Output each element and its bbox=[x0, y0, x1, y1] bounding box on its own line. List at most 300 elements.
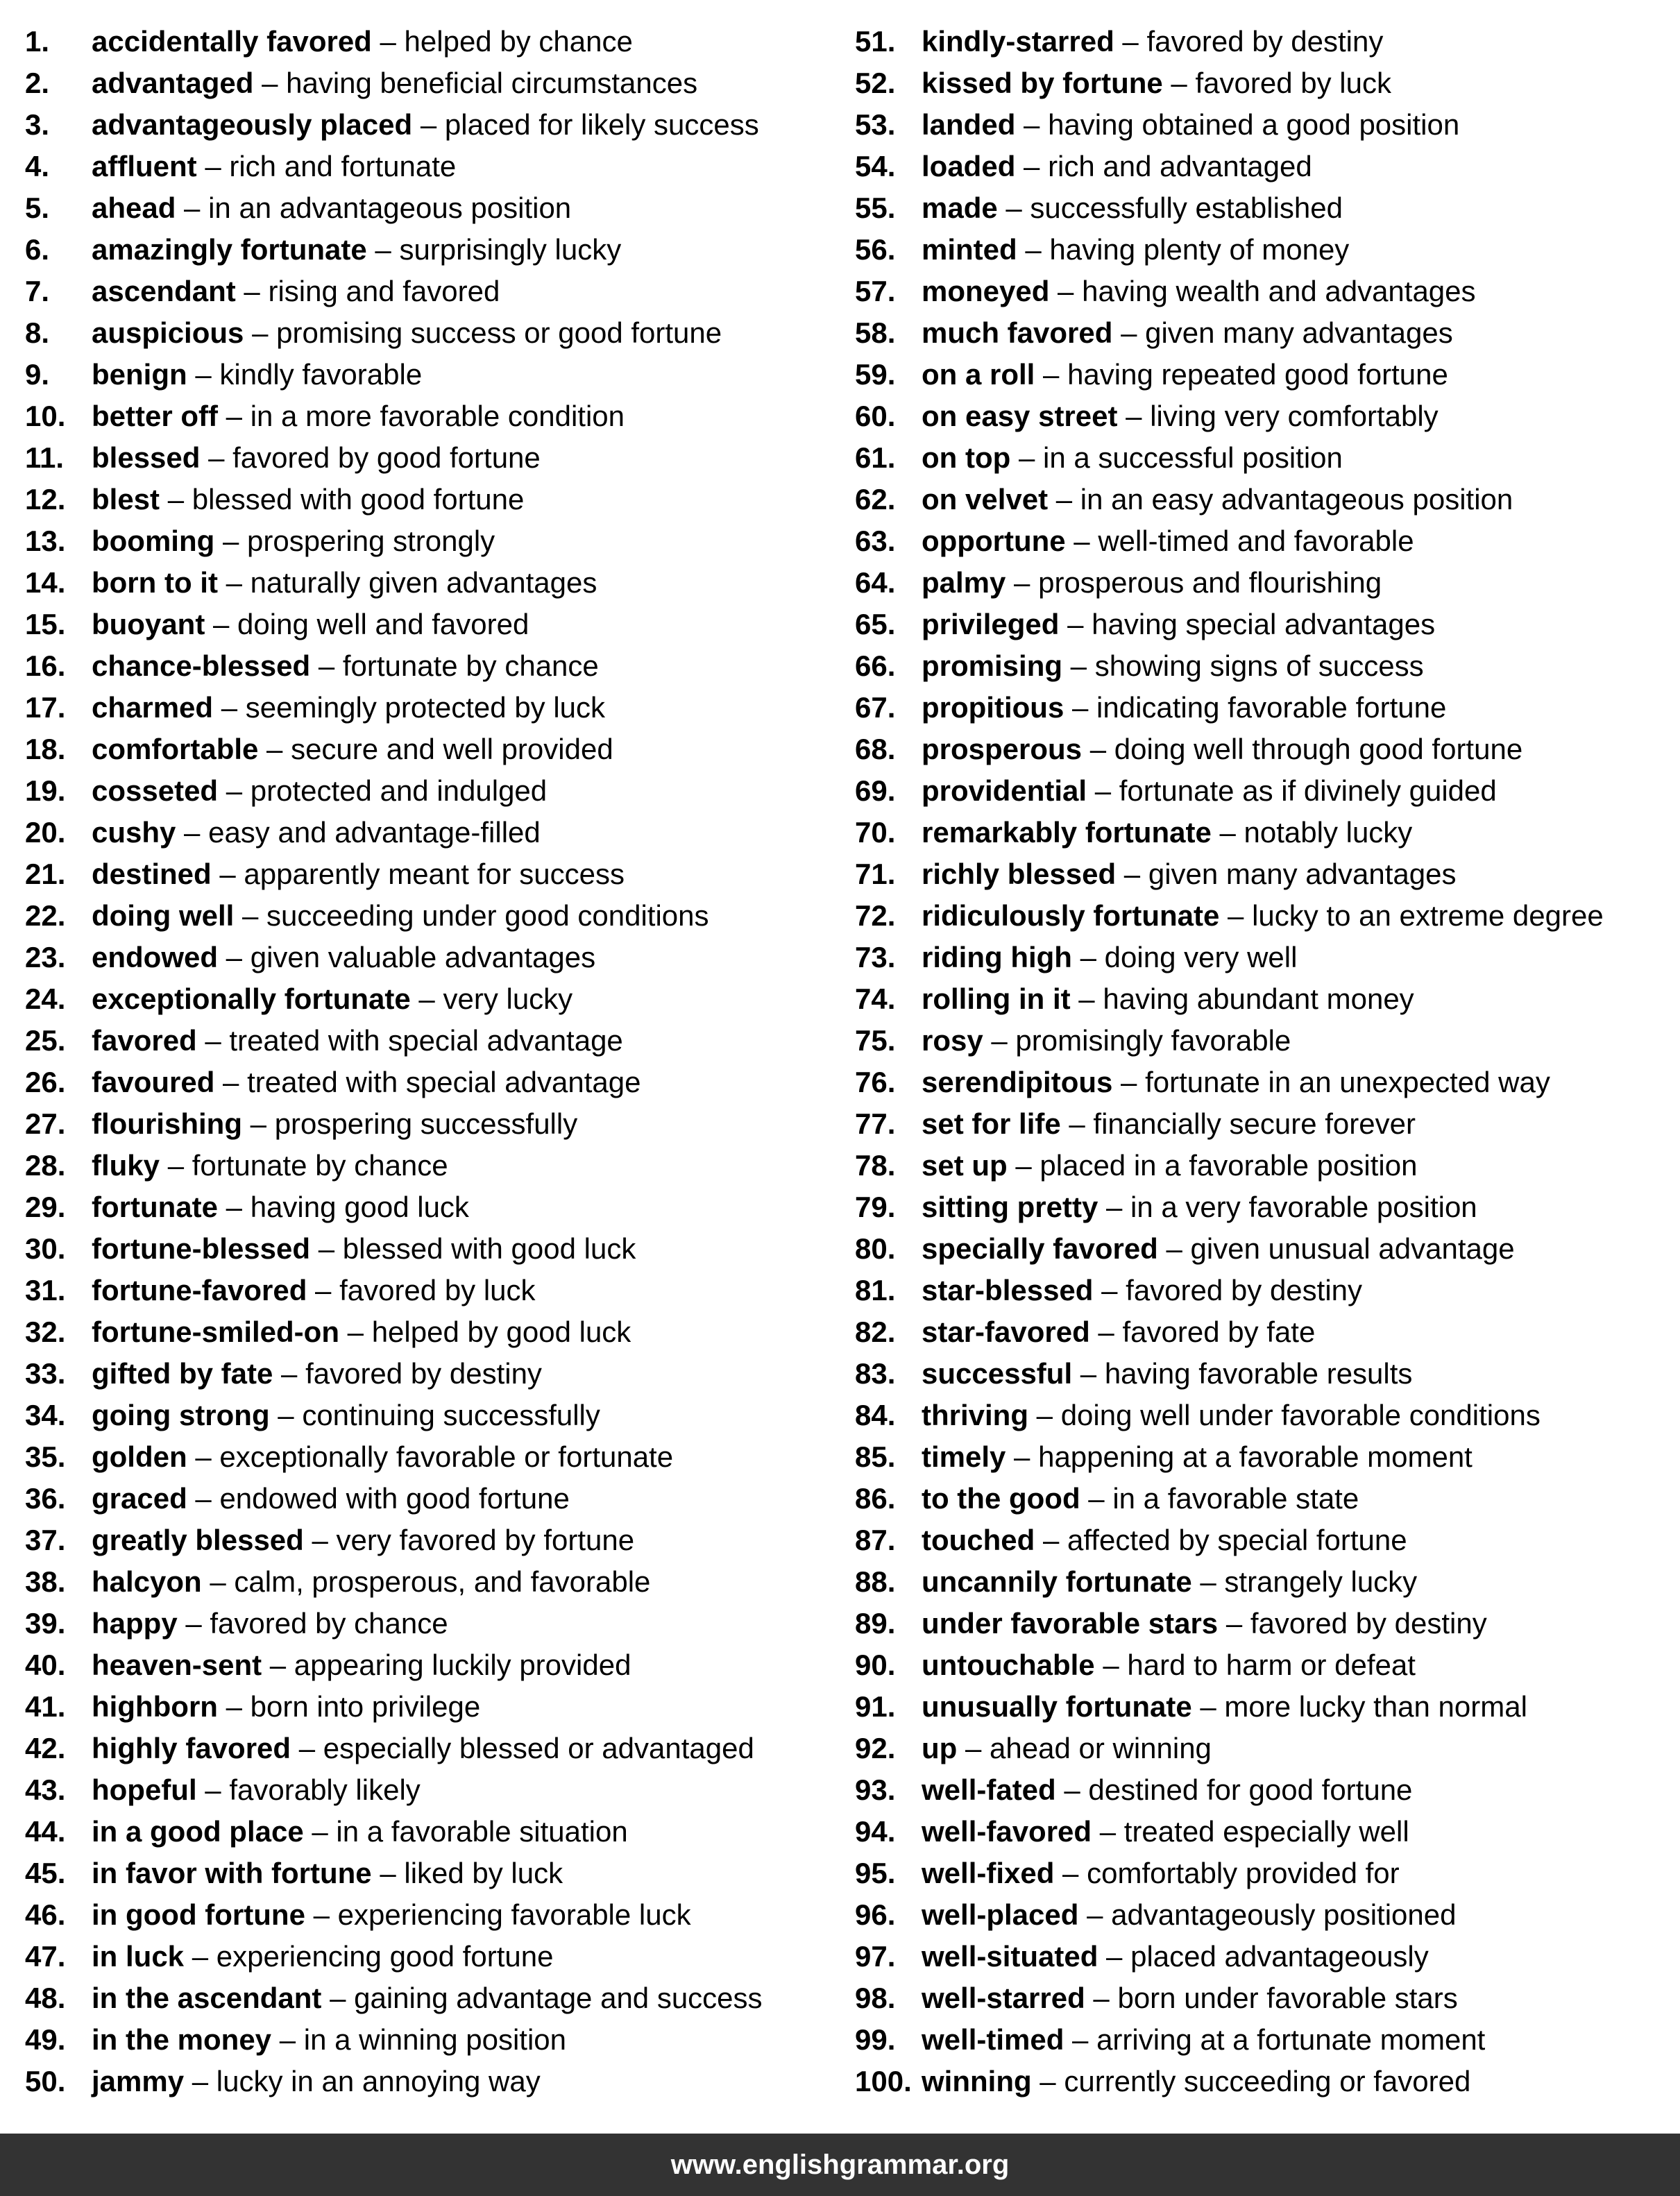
item-separator: – bbox=[1157, 1232, 1191, 1265]
item-term: gifted by fate bbox=[92, 1357, 273, 1390]
item-text bbox=[922, 21, 1383, 62]
item-number: 69. bbox=[855, 774, 896, 807]
item-term: going strong bbox=[92, 1399, 270, 1431]
item-separator: – bbox=[310, 649, 343, 682]
item-definition: in a favorable situation bbox=[336, 1815, 628, 1848]
item-number: 22. bbox=[25, 899, 66, 932]
item-text bbox=[92, 1395, 600, 1436]
item-number: 100. bbox=[855, 2065, 912, 2097]
item-text bbox=[92, 395, 625, 437]
list-item bbox=[25, 187, 830, 229]
item-definition: advantageously positioned bbox=[1111, 1898, 1457, 1931]
item-term: rosy bbox=[922, 1024, 983, 1057]
item-text bbox=[92, 895, 709, 937]
item-term: favored bbox=[92, 1024, 197, 1057]
item-term: fortune-smiled-on bbox=[92, 1316, 339, 1348]
item-number: 56. bbox=[855, 233, 896, 266]
list-item bbox=[855, 2061, 1674, 2102]
item-text bbox=[922, 1395, 1541, 1436]
list-item bbox=[25, 1977, 830, 2019]
item-number: 19. bbox=[25, 774, 66, 807]
item-separator: – bbox=[234, 899, 267, 932]
item-separator: – bbox=[218, 774, 251, 807]
item-separator: – bbox=[187, 358, 220, 391]
list-item bbox=[25, 1228, 830, 1270]
item-number: 7. bbox=[25, 275, 50, 307]
item-definition: in an advantageous position bbox=[208, 191, 572, 224]
list-item bbox=[25, 1520, 830, 1561]
item-text bbox=[92, 1728, 754, 1769]
item-number: 45. bbox=[25, 1857, 66, 1889]
item-number: 42. bbox=[25, 1732, 66, 1764]
item-definition: successfully established bbox=[1030, 191, 1343, 224]
item-number: 32. bbox=[25, 1316, 66, 1348]
item-term: ridiculously fortunate bbox=[922, 899, 1220, 932]
item-term: kissed by fortune bbox=[922, 67, 1163, 99]
item-definition: having abundant money bbox=[1103, 982, 1414, 1015]
item-separator: – bbox=[218, 1191, 251, 1223]
item-number: 55. bbox=[855, 191, 896, 224]
item-number: 17. bbox=[25, 691, 66, 724]
item-number: 72. bbox=[855, 899, 896, 932]
item-definition: given many advantages bbox=[1148, 858, 1457, 890]
item-term: minted bbox=[922, 233, 1017, 266]
item-separator: – bbox=[187, 1440, 220, 1473]
item-text bbox=[92, 812, 541, 853]
item-separator: – bbox=[1065, 525, 1098, 557]
item-text bbox=[922, 687, 1446, 729]
item-term: propitious bbox=[922, 691, 1064, 724]
item-separator: – bbox=[303, 1524, 337, 1556]
list-item bbox=[855, 1936, 1674, 1977]
item-definition: favored by destiny bbox=[305, 1357, 542, 1390]
item-term: on easy street bbox=[922, 400, 1118, 432]
item-number: 34. bbox=[25, 1399, 66, 1431]
item-text bbox=[92, 312, 722, 354]
list-item bbox=[25, 812, 830, 853]
item-number: 83. bbox=[855, 1357, 896, 1390]
item-number: 79. bbox=[855, 1191, 896, 1223]
item-definition: secure and well provided bbox=[291, 733, 613, 765]
item-separator: – bbox=[258, 733, 291, 765]
list-item bbox=[25, 1603, 830, 1644]
item-text bbox=[92, 1436, 673, 1478]
list-item bbox=[855, 645, 1674, 687]
item-number: 59. bbox=[855, 358, 896, 391]
item-number: 37. bbox=[25, 1524, 66, 1556]
item-definition: appearing luckily provided bbox=[294, 1649, 631, 1681]
item-number: 85. bbox=[855, 1440, 896, 1473]
item-separator: – bbox=[1092, 1815, 1124, 1848]
item-text bbox=[922, 604, 1435, 645]
item-separator: – bbox=[1017, 233, 1050, 266]
item-definition: well-timed and favorable bbox=[1098, 525, 1414, 557]
item-definition: very lucky bbox=[443, 982, 573, 1015]
item-separator: – bbox=[1070, 982, 1103, 1015]
item-number: 89. bbox=[855, 1607, 896, 1640]
item-text bbox=[92, 562, 597, 604]
item-separator: – bbox=[200, 441, 233, 474]
item-separator: – bbox=[1072, 1357, 1105, 1390]
item-definition: rising and favored bbox=[268, 275, 500, 307]
word-list bbox=[0, 21, 1680, 2102]
item-term: unusually fortunate bbox=[922, 1690, 1192, 1723]
item-text bbox=[922, 354, 1448, 395]
item-separator: – bbox=[1060, 1107, 1094, 1140]
item-term: doing well bbox=[92, 899, 235, 932]
item-term: promising bbox=[922, 649, 1063, 682]
list-item bbox=[25, 62, 830, 104]
list-item bbox=[25, 1936, 830, 1977]
item-definition: protected and indulged bbox=[250, 774, 548, 807]
item-number: 6. bbox=[25, 233, 50, 266]
item-term: much favored bbox=[922, 316, 1113, 349]
item-definition: having good luck bbox=[250, 1191, 469, 1223]
item-definition: financially secure forever bbox=[1093, 1107, 1416, 1140]
item-definition: in a successful position bbox=[1042, 441, 1343, 474]
item-text bbox=[92, 1353, 542, 1395]
item-number: 31. bbox=[25, 1274, 66, 1306]
item-definition: calm, prosperous, and favorable bbox=[234, 1565, 651, 1598]
list-item bbox=[25, 1062, 830, 1103]
item-term: better off bbox=[92, 400, 218, 432]
item-text bbox=[92, 770, 547, 812]
item-text bbox=[922, 1603, 1487, 1644]
item-term: exceptionally fortunate bbox=[92, 982, 411, 1015]
item-term: heaven-sent bbox=[92, 1649, 262, 1681]
item-number: 43. bbox=[25, 1773, 66, 1806]
list-item bbox=[25, 937, 830, 978]
item-definition: arriving at a fortunate moment bbox=[1096, 2023, 1486, 2056]
item-text bbox=[92, 271, 500, 312]
item-number: 74. bbox=[855, 982, 896, 1015]
item-definition: prospering successfully bbox=[274, 1107, 578, 1140]
item-text bbox=[92, 1103, 577, 1145]
item-definition: blessed with good fortune bbox=[192, 483, 525, 516]
item-separator: – bbox=[291, 1732, 323, 1764]
item-term: successful bbox=[922, 1357, 1073, 1390]
item-definition: showing signs of success bbox=[1094, 649, 1424, 682]
item-separator: – bbox=[235, 275, 269, 307]
item-term: riding high bbox=[922, 941, 1072, 973]
item-definition: favored by chance bbox=[210, 1607, 448, 1640]
list-item bbox=[855, 1478, 1674, 1520]
item-separator: – bbox=[214, 1066, 248, 1098]
item-separator: – bbox=[176, 191, 209, 224]
item-separator: – bbox=[184, 1940, 217, 1973]
list-item bbox=[855, 1353, 1674, 1395]
item-number: 60. bbox=[855, 400, 896, 432]
item-definition: affected by special fortune bbox=[1067, 1524, 1407, 1556]
item-text bbox=[922, 1769, 1412, 1811]
item-separator: – bbox=[1054, 1857, 1087, 1889]
item-text bbox=[922, 1520, 1407, 1561]
item-separator: – bbox=[310, 1232, 343, 1265]
item-term: greatly blessed bbox=[92, 1524, 304, 1556]
item-text bbox=[92, 146, 456, 187]
list-item bbox=[25, 1186, 830, 1228]
list-item bbox=[855, 187, 1674, 229]
item-number: 15. bbox=[25, 608, 66, 640]
item-definition: having beneficial circumstances bbox=[286, 67, 698, 99]
item-number: 33. bbox=[25, 1357, 66, 1390]
item-text bbox=[922, 645, 1424, 687]
item-separator: – bbox=[1191, 1565, 1225, 1598]
item-term: charmed bbox=[92, 691, 214, 724]
item-term: specially favored bbox=[922, 1232, 1158, 1265]
item-term: timely bbox=[922, 1440, 1006, 1473]
item-separator: – bbox=[196, 1773, 230, 1806]
item-definition: having favorable results bbox=[1104, 1357, 1413, 1390]
item-definition: naturally given advantages bbox=[250, 566, 597, 599]
item-separator: – bbox=[160, 483, 192, 516]
item-definition: in an easy advantageous position bbox=[1080, 483, 1513, 516]
item-text bbox=[922, 729, 1522, 770]
list-item bbox=[855, 2019, 1674, 2061]
list-item bbox=[25, 1811, 830, 1853]
item-text bbox=[92, 1520, 634, 1561]
item-term: accidentally favored bbox=[92, 25, 372, 58]
item-term: well-timed bbox=[922, 2023, 1064, 2056]
item-definition: comfortably provided for bbox=[1087, 1857, 1400, 1889]
list-item bbox=[25, 520, 830, 562]
item-text bbox=[92, 1186, 469, 1228]
item-definition: strangely lucky bbox=[1224, 1565, 1418, 1598]
item-term: untouchable bbox=[922, 1649, 1095, 1681]
item-text bbox=[922, 1353, 1412, 1395]
item-text bbox=[922, 1186, 1477, 1228]
item-number: 5. bbox=[25, 191, 50, 224]
list-item bbox=[25, 479, 830, 520]
item-definition: favored by good fortune bbox=[232, 441, 541, 474]
item-definition: given valuable advantages bbox=[250, 941, 596, 973]
item-text bbox=[922, 770, 1497, 812]
item-definition: treated especially well bbox=[1123, 1815, 1409, 1848]
item-text bbox=[92, 1062, 640, 1103]
item-text bbox=[92, 354, 422, 395]
item-definition: hard to harm or defeat bbox=[1127, 1649, 1416, 1681]
list-item bbox=[25, 21, 830, 62]
item-text bbox=[92, 1686, 480, 1728]
item-term: blessed bbox=[92, 441, 201, 474]
list-item bbox=[855, 1769, 1674, 1811]
item-number: 25. bbox=[25, 1024, 66, 1057]
item-term: halcyon bbox=[92, 1565, 202, 1598]
list-item bbox=[25, 395, 830, 437]
list-item bbox=[25, 312, 830, 354]
item-term: highborn bbox=[92, 1690, 218, 1723]
item-text bbox=[92, 62, 697, 104]
item-separator: – bbox=[1062, 649, 1095, 682]
item-term: under favorable stars bbox=[922, 1607, 1219, 1640]
item-term: chance-blessed bbox=[92, 649, 311, 682]
item-term: comfortable bbox=[92, 733, 259, 765]
right-column bbox=[855, 21, 1674, 2102]
item-separator: – bbox=[412, 108, 445, 141]
item-text bbox=[92, 1145, 448, 1186]
item-separator: – bbox=[1007, 1149, 1040, 1182]
item-text bbox=[92, 1977, 763, 2019]
item-text bbox=[92, 978, 572, 1020]
item-number: 81. bbox=[855, 1274, 896, 1306]
item-text bbox=[92, 1478, 570, 1520]
item-text bbox=[922, 1478, 1359, 1520]
item-definition: experiencing good fortune bbox=[216, 1940, 554, 1973]
item-definition: continuing successfully bbox=[302, 1399, 600, 1431]
item-number: 63. bbox=[855, 525, 896, 557]
item-definition: having wealth and advantages bbox=[1082, 275, 1476, 307]
item-number: 1. bbox=[25, 25, 50, 58]
list-item bbox=[25, 271, 830, 312]
item-definition: gaining advantage and success bbox=[354, 1982, 763, 2014]
item-separator: – bbox=[997, 191, 1030, 224]
item-number: 54. bbox=[855, 150, 896, 182]
item-text bbox=[922, 1977, 1458, 2019]
item-definition: helped by good luck bbox=[371, 1316, 631, 1348]
item-separator: – bbox=[1211, 816, 1244, 849]
item-separator: – bbox=[957, 1732, 990, 1764]
item-separator: – bbox=[196, 150, 230, 182]
item-separator: – bbox=[1218, 1607, 1250, 1640]
item-separator: – bbox=[1071, 941, 1105, 973]
item-number: 26. bbox=[25, 1066, 66, 1098]
item-separator: – bbox=[1064, 2023, 1097, 2056]
item-separator: – bbox=[1048, 483, 1080, 516]
item-term: in a good place bbox=[92, 1815, 304, 1848]
item-term: privileged bbox=[922, 608, 1060, 640]
item-number: 88. bbox=[855, 1565, 896, 1598]
list-item bbox=[25, 1395, 830, 1436]
list-item bbox=[855, 1894, 1674, 1936]
item-separator: – bbox=[371, 1857, 405, 1889]
list-item bbox=[25, 1769, 830, 1811]
item-number: 2. bbox=[25, 67, 50, 99]
item-number: 46. bbox=[25, 1898, 66, 1931]
item-number: 38. bbox=[25, 1565, 66, 1598]
list-item bbox=[25, 562, 830, 604]
item-separator: – bbox=[321, 1982, 355, 2014]
item-separator: – bbox=[253, 67, 287, 99]
item-text bbox=[92, 21, 633, 62]
item-definition: notably lucky bbox=[1244, 816, 1413, 849]
list-item bbox=[855, 1977, 1674, 2019]
item-term: in favor with fortune bbox=[92, 1857, 372, 1889]
item-definition: treated with special advantage bbox=[247, 1066, 641, 1098]
item-definition: in a very favorable position bbox=[1130, 1191, 1477, 1223]
item-term: affluent bbox=[92, 150, 197, 182]
list-item bbox=[855, 1436, 1674, 1478]
item-definition: placed in a favorable position bbox=[1040, 1149, 1418, 1182]
item-text bbox=[92, 520, 495, 562]
item-term: touched bbox=[922, 1524, 1035, 1556]
left-column bbox=[25, 21, 830, 2102]
list-item bbox=[855, 229, 1674, 271]
item-separator: – bbox=[205, 608, 238, 640]
item-term: cushy bbox=[92, 816, 176, 849]
item-text bbox=[92, 604, 529, 645]
item-text bbox=[92, 1811, 628, 1853]
item-definition: lucky in an annoying way bbox=[216, 2065, 541, 2097]
item-text bbox=[922, 229, 1349, 271]
item-definition: fortunate as if divinely guided bbox=[1119, 774, 1497, 807]
item-separator: – bbox=[1055, 1773, 1089, 1806]
item-text bbox=[92, 729, 613, 770]
item-text bbox=[92, 229, 621, 271]
list-item bbox=[855, 1811, 1674, 1853]
item-separator: – bbox=[1162, 67, 1196, 99]
item-term: blest bbox=[92, 483, 160, 516]
item-separator: – bbox=[1098, 1940, 1131, 1973]
item-number: 71. bbox=[855, 858, 896, 890]
list-item bbox=[25, 1436, 830, 1478]
item-term: highly favored bbox=[92, 1732, 291, 1764]
item-separator: – bbox=[305, 1898, 338, 1931]
item-term: well-placed bbox=[922, 1898, 1079, 1931]
item-number: 66. bbox=[855, 649, 896, 682]
list-item bbox=[25, 2019, 830, 2061]
list-item bbox=[25, 1103, 830, 1145]
item-number: 68. bbox=[855, 733, 896, 765]
item-term: hopeful bbox=[92, 1773, 197, 1806]
item-term: favoured bbox=[92, 1066, 215, 1098]
item-text bbox=[92, 937, 595, 978]
item-text bbox=[922, 271, 1476, 312]
item-definition: endowed with good fortune bbox=[219, 1482, 570, 1515]
item-text bbox=[922, 812, 1412, 853]
list-item bbox=[25, 437, 830, 479]
item-definition: rich and fortunate bbox=[229, 150, 457, 182]
item-separator: – bbox=[184, 2065, 217, 2097]
item-text bbox=[922, 395, 1439, 437]
item-term: made bbox=[922, 191, 998, 224]
item-number: 70. bbox=[855, 816, 896, 849]
list-item bbox=[855, 1686, 1674, 1728]
item-definition: favored by luck bbox=[339, 1274, 536, 1306]
item-number: 77. bbox=[855, 1107, 896, 1140]
list-item bbox=[855, 395, 1674, 437]
list-item bbox=[25, 770, 830, 812]
item-number: 41. bbox=[25, 1690, 66, 1723]
list-item bbox=[25, 978, 830, 1020]
item-text bbox=[922, 1936, 1429, 1977]
item-text bbox=[922, 937, 1297, 978]
item-separator: – bbox=[303, 1815, 337, 1848]
item-number: 36. bbox=[25, 1482, 66, 1515]
item-term: graced bbox=[92, 1482, 187, 1515]
list-item bbox=[25, 645, 830, 687]
item-number: 82. bbox=[855, 1316, 896, 1348]
item-definition: seemingly protected by luck bbox=[245, 691, 606, 724]
item-number: 21. bbox=[25, 858, 66, 890]
item-definition: doing well through good fortune bbox=[1114, 733, 1523, 765]
item-term: well-situated bbox=[922, 1940, 1098, 1973]
item-separator: – bbox=[1112, 316, 1146, 349]
item-definition: having obtained a good position bbox=[1048, 108, 1460, 141]
item-text bbox=[922, 1270, 1362, 1311]
item-number: 16. bbox=[25, 649, 66, 682]
list-item bbox=[855, 687, 1674, 729]
item-term: well-fixed bbox=[922, 1857, 1055, 1889]
item-text bbox=[922, 1311, 1315, 1353]
item-number: 20. bbox=[25, 816, 66, 849]
item-definition: having repeated good fortune bbox=[1067, 358, 1448, 391]
item-number: 78. bbox=[855, 1149, 896, 1182]
item-definition: living very comfortably bbox=[1150, 400, 1439, 432]
item-separator: – bbox=[1098, 1191, 1131, 1223]
item-text bbox=[922, 1145, 1417, 1186]
item-term: up bbox=[922, 1732, 958, 1764]
list-item bbox=[25, 895, 830, 937]
